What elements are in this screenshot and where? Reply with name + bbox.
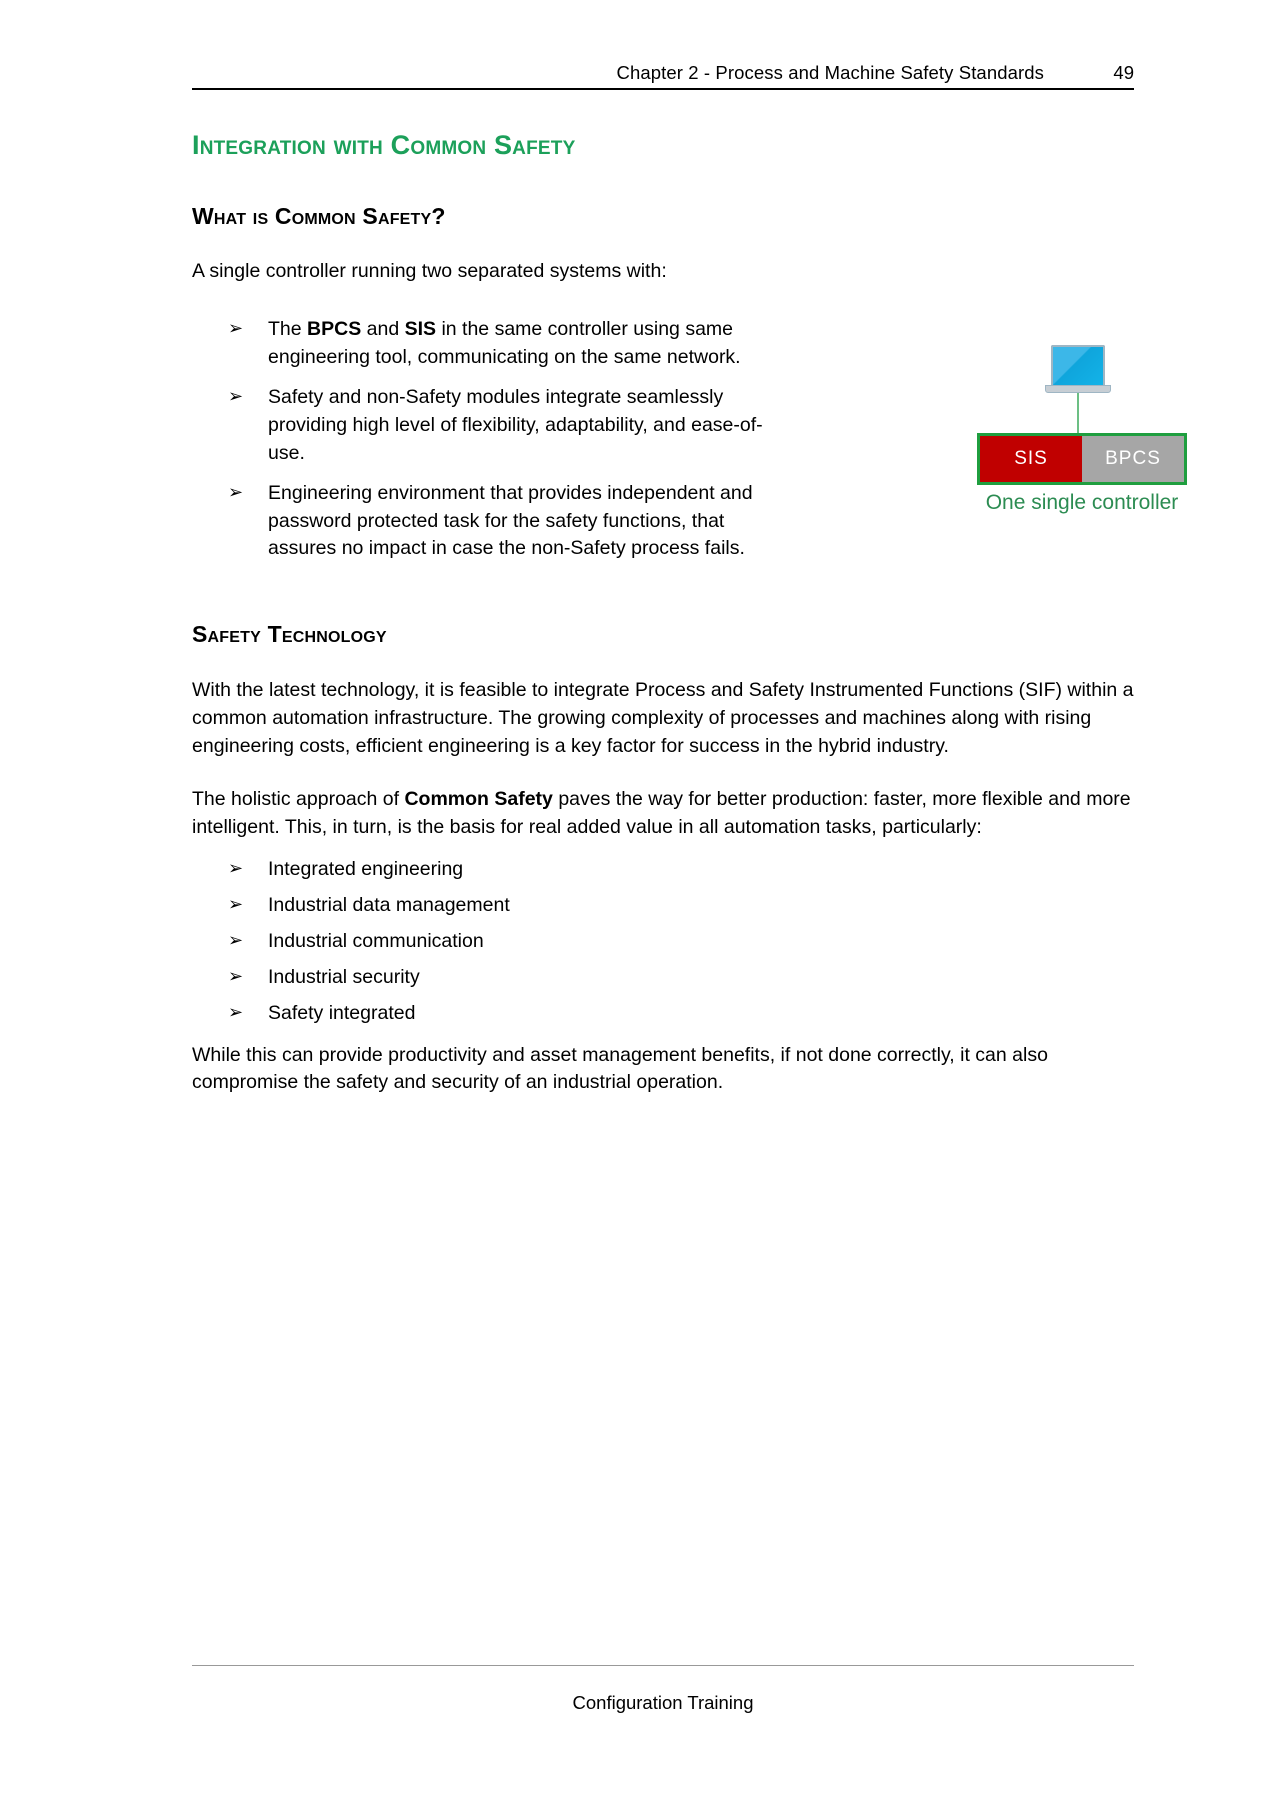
technology-paragraph-1: With the latest technology, it is feasible to integrate Process and Safety Instrumented Functions (SIF) within a common automation infrastructure. The growing complexity of processes and machines along with rising engineering costs, efficient engineering is a key factor for success in the hybrid industry. [192,678,1134,757]
spacer [192,575,1134,621]
bullet-arrow-icon: ➢ [228,386,244,407]
bullet-arrow-icon: ➢ [228,965,244,986]
bullet-arrow-icon: ➢ [228,481,244,502]
list-item [228,892,1134,920]
page-title: Integration with Common Safety [192,130,576,160]
list-item [228,480,798,564]
bullet-arrow-icon: ➢ [228,894,244,915]
header-divider [192,88,1134,90]
bullet-arrow-icon: ➢ [228,858,244,879]
list-item [228,1000,1134,1028]
footer-text: Configuration Training [572,1692,754,1713]
laptop-screen [1051,345,1105,385]
list-item-text: Industrial communication [268,929,484,952]
document-content [192,130,1179,1097]
section-heading-what-is-common-safety: What is Common Safety? [192,203,446,230]
list-item-text: Engineering environment that provides independent and password protected task for the safety functions, that assures no impact in case the non-Safety process fails. [268,481,753,560]
page-header [192,62,1134,84]
intro-lead-paragraph: A single controller running two separated systems with: [192,260,667,283]
spacer [192,229,1134,258]
spacer [192,286,1134,316]
section-heading-safety-technology: Safety Technology [192,621,387,648]
bullet-arrow-icon: ➢ [228,1001,244,1022]
list-item-text: Integrated engineering [268,858,464,881]
list-item [228,856,1134,884]
list-item-text: The BPCS and SIS in the same controller using same engineering tool, communicating on the same network. [268,318,741,369]
technology-bullet-list [192,856,1134,1027]
bullet-arrow-icon: ➢ [228,318,244,339]
list-item-text: Safety and non-Safety modules integrate seamlessly providing high level of flexibility, adaptability, and ease-of-use. [268,386,763,464]
spacer [192,648,1134,677]
laptop-base [1045,385,1111,393]
header-chapter-title: Chapter 2 - Process and Machine Safety Standards [616,62,1044,83]
bullet-arrow-icon: ➢ [228,929,244,950]
laptop-icon [1045,345,1111,397]
sis-block: SIS [980,436,1082,482]
technology-paragraph-2: The holistic approach of Common Safety paves the way for better production: faster, more flexible and more intelligent. This, in turn, is the basis for real added value in all automation tasks, particularly: [192,788,1131,839]
spacer [192,760,1134,786]
spacer [192,842,1134,856]
list-item-text: Industrial data management [268,894,510,917]
spacer [192,161,1134,203]
figure-one-single-controller [957,345,1197,535]
footer-divider [192,1665,1134,1666]
technology-closing-paragraph: While this can provide productivity and asset management benefits, if not done correctly, it can also compromise the safety and security of an industrial operation. [192,1043,1048,1094]
list-item [228,964,1134,992]
controller-box [977,433,1187,485]
list-item-text: Safety integrated [268,1001,416,1024]
figure-caption: One single controller [985,491,1179,514]
header-page-number: 49 [1113,62,1134,83]
list-item-text: Industrial security [268,965,420,988]
list-item [228,316,798,372]
network-cable-line [1077,393,1079,435]
list-item [228,384,798,468]
bpcs-block: BPCS [1082,436,1184,482]
list-item [228,928,1134,956]
